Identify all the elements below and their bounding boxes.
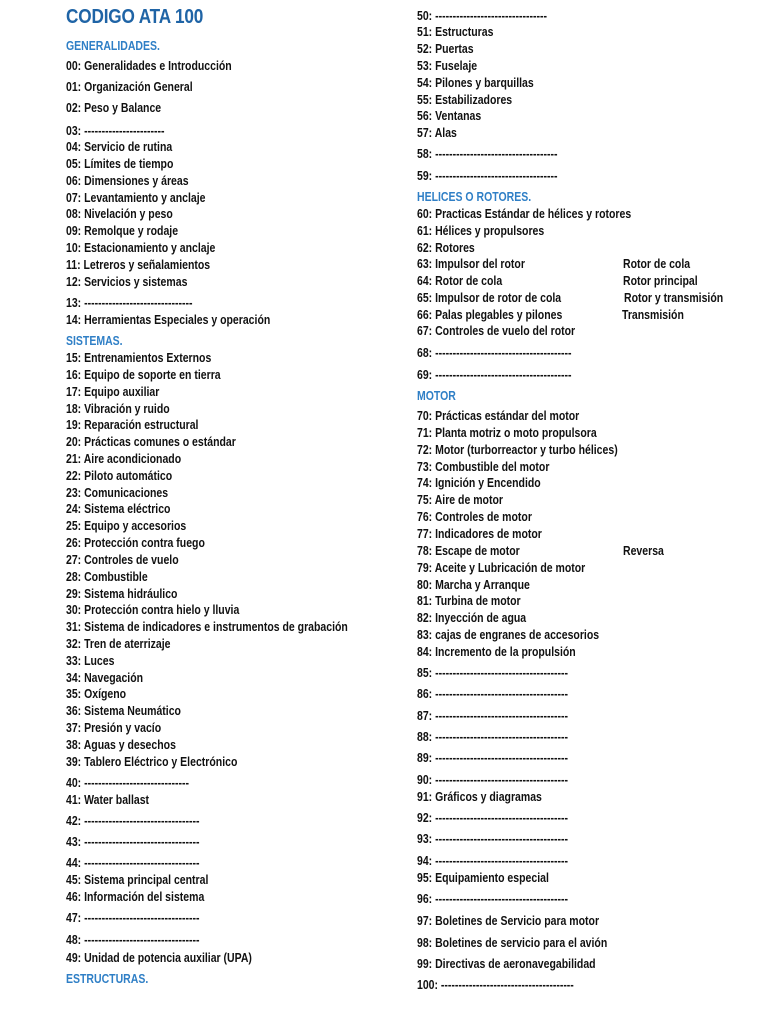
ata-chapter-item: 52: Puertas bbox=[417, 42, 474, 56]
ata-chapter-item: 90: -------------------------------------- bbox=[417, 773, 568, 787]
ata-chapter-item: 77: Indicadores de motor bbox=[417, 527, 542, 541]
ata-chapter-item: 47: --------------------------------- bbox=[66, 911, 200, 925]
ata-chapter-item: 89: -------------------------------------- bbox=[417, 751, 568, 765]
ata-chapter-item: 11: Letreros y señalamientos bbox=[66, 258, 211, 272]
ata-chapter-item: 18: Vibración y ruido bbox=[66, 402, 170, 416]
ata-chapter-item: 71: Planta motriz o moto propulsora bbox=[417, 426, 597, 440]
ata-chapter-item: 35: Oxígeno bbox=[66, 687, 127, 701]
ata-chapter-item: 49: Unidad de potencia auxiliar (UPA) bbox=[66, 951, 252, 965]
ata-chapter-item: 70: Prácticas estándar del motor bbox=[417, 409, 580, 423]
ata-chapter-item: 27: Controles de vuelo bbox=[66, 553, 179, 567]
ata-chapter-item: 99: Directivas de aeronavegabilidad bbox=[417, 957, 596, 971]
ata-chapter-item: 87: -------------------------------------- bbox=[417, 709, 568, 723]
rotor-note: Transmisión bbox=[622, 308, 684, 322]
ata-chapter-item: 62: Rotores bbox=[417, 241, 475, 255]
ata-chapter-item: 88: -------------------------------------- bbox=[417, 730, 568, 744]
section-heading-estructuras: ESTRUCTURAS. bbox=[66, 972, 149, 986]
ata-chapter-item: 04: Servicio de rutina bbox=[66, 140, 173, 154]
rotor-note: Rotor de cola bbox=[623, 257, 691, 271]
ata-chapter-item: 08: Nivelación y peso bbox=[66, 207, 173, 221]
ata-chapter-item: 68: --------------------------------------- bbox=[417, 346, 572, 360]
ata-chapter-item: 85: -------------------------------------- bbox=[417, 666, 568, 680]
ata-chapter-item: 55: Estabilizadores bbox=[417, 93, 513, 107]
ata-chapter-item: 09: Remolque y rodaje bbox=[66, 224, 179, 238]
ata-chapter-item: 57: Alas bbox=[417, 126, 457, 140]
ata-chapter-item: 91: Gráficos y diagramas bbox=[417, 790, 542, 804]
page-title: CODIGO ATA 100 bbox=[66, 6, 204, 28]
section-heading-helices: HELICES O ROTORES. bbox=[417, 190, 532, 204]
motor-note: Reversa bbox=[623, 544, 664, 558]
ata-chapter-item: 14: Herramientas Especiales y operación bbox=[66, 313, 271, 327]
ata-chapter-item: 64: Rotor de cola bbox=[417, 274, 503, 288]
ata-chapter-item: 63: Impulsor del rotor bbox=[417, 257, 525, 271]
ata-chapter-item: 12: Servicios y sistemas bbox=[66, 275, 188, 289]
ata-chapter-item: 83: cajas de engranes de accesorios bbox=[417, 628, 600, 642]
ata-chapter-item: 73: Combustible del motor bbox=[417, 460, 550, 474]
ata-chapter-item: 54: Pilones y barquillas bbox=[417, 76, 534, 90]
ata-chapter-item: 15: Entrenamientos Externos bbox=[66, 351, 212, 365]
ata-chapter-item: 78: Escape de motor bbox=[417, 544, 520, 558]
ata-chapter-item: 81: Turbina de motor bbox=[417, 594, 521, 608]
ata-chapter-item: 42: --------------------------------- bbox=[66, 814, 200, 828]
ata-chapter-item: 07: Levantamiento y anclaje bbox=[66, 191, 206, 205]
ata-chapter-item: 33: Luces bbox=[66, 654, 115, 668]
ata-chapter-item: 86: -------------------------------------- bbox=[417, 687, 568, 701]
ata-chapter-item: 29: Sistema hidráulico bbox=[66, 587, 178, 601]
ata-chapter-item: 39: Tablero Eléctrico y Electrónico bbox=[66, 755, 238, 769]
rotor-note: Rotor principal bbox=[623, 274, 698, 288]
ata-chapter-item: 74: Ignición y Encendido bbox=[417, 476, 541, 490]
ata-chapter-item: 40: ------------------------------ bbox=[66, 776, 189, 790]
ata-chapter-item: 45: Sistema principal central bbox=[66, 873, 209, 887]
section-heading-generalidades: GENERALIDADES. bbox=[66, 39, 160, 53]
ata-chapter-item: 50: -------------------------------- bbox=[417, 9, 547, 23]
ata-chapter-item: 75: Aire de motor bbox=[417, 493, 503, 507]
ata-chapter-item: 92: -------------------------------------- bbox=[417, 811, 568, 825]
section-heading-motor: MOTOR bbox=[417, 389, 456, 403]
ata-chapter-item: 84: Incremento de la propulsión bbox=[417, 645, 576, 659]
ata-chapter-item: 31: Sistema de indicadores e instrumentos de grabación bbox=[66, 620, 348, 634]
ata-chapter-item: 36: Sistema Neumático bbox=[66, 704, 181, 718]
ata-chapter-item: 61: Hélices y propulsores bbox=[417, 224, 545, 238]
ata-chapter-item: 58: ----------------------------------- bbox=[417, 147, 558, 161]
ata-chapter-item: 20: Prácticas comunes o estándar bbox=[66, 435, 236, 449]
ata-chapter-item: 32: Tren de aterrizaje bbox=[66, 637, 171, 651]
ata-chapter-item: 23: Comunicaciones bbox=[66, 486, 169, 500]
ata-chapter-item: 25: Equipo y accesorios bbox=[66, 519, 187, 533]
ata-chapter-item: 19: Reparación estructural bbox=[66, 418, 199, 432]
ata-chapter-item: 67: Controles de vuelo del rotor bbox=[417, 324, 576, 338]
ata-chapter-item: 38: Aguas y desechos bbox=[66, 738, 176, 752]
ata-chapter-item: 95: Equipamiento especial bbox=[417, 871, 549, 885]
ata-chapter-item: 72: Motor (turborreactor y turbo hélices) bbox=[417, 443, 618, 457]
ata-chapter-item: 13: ------------------------------- bbox=[66, 296, 193, 310]
ata-chapter-item: 03: ----------------------- bbox=[66, 124, 165, 138]
ata-chapter-item: 76: Controles de motor bbox=[417, 510, 532, 524]
ata-chapter-item: 21: Aire acondicionado bbox=[66, 452, 182, 466]
ata-chapter-item: 06: Dimensiones y áreas bbox=[66, 174, 189, 188]
ata-chapter-item: 94: -------------------------------------- bbox=[417, 854, 568, 868]
ata-chapter-item: 26: Protección contra fuego bbox=[66, 536, 205, 550]
ata-chapter-item: 41: Water ballast bbox=[66, 793, 150, 807]
ata-chapter-item: 97: Boletines de Servicio para motor bbox=[417, 914, 600, 928]
ata-chapter-item: 98: Boletines de servicio para el avión bbox=[417, 936, 608, 950]
ata-chapter-item: 16: Equipo de soporte en tierra bbox=[66, 368, 221, 382]
ata-chapter-item: 80: Marcha y Arranque bbox=[417, 578, 530, 592]
ata-chapter-item: 00: Generalidades e Introducción bbox=[66, 59, 232, 73]
ata-chapter-item: 79: Aceite y Lubricación de motor bbox=[417, 561, 586, 575]
ata-chapter-item: 65: Impulsor de rotor de cola bbox=[417, 291, 562, 305]
ata-chapter-item: 43: --------------------------------- bbox=[66, 835, 200, 849]
ata-chapter-item: 93: -------------------------------------- bbox=[417, 832, 568, 846]
ata-chapter-item: 51: Estructuras bbox=[417, 25, 494, 39]
ata-chapter-item: 46: Información del sistema bbox=[66, 890, 205, 904]
ata-chapter-item: 22: Piloto automático bbox=[66, 469, 173, 483]
ata-chapter-item: 96: -------------------------------------- bbox=[417, 892, 568, 906]
section-heading-sistemas: SISTEMAS. bbox=[66, 334, 123, 348]
ata-chapter-item: 48: --------------------------------- bbox=[66, 933, 200, 947]
ata-chapter-item: 05: Límites de tiempo bbox=[66, 157, 174, 171]
rotor-note: Rotor y transmisión bbox=[624, 291, 724, 305]
ata-chapter-item: 30: Protección contra hielo y lluvia bbox=[66, 603, 240, 617]
ata-chapter-item: 10: Estacionamiento y anclaje bbox=[66, 241, 216, 255]
ata-chapter-item: 69: --------------------------------------- bbox=[417, 368, 572, 382]
ata-chapter-item: 66: Palas plegables y pilones bbox=[417, 308, 563, 322]
ata-chapter-item: 53: Fuselaje bbox=[417, 59, 478, 73]
ata-chapter-item: 44: --------------------------------- bbox=[66, 856, 200, 870]
ata-chapter-item: 34: Navegación bbox=[66, 671, 144, 685]
ata-chapter-item: 24: Sistema eléctrico bbox=[66, 502, 171, 516]
ata-chapter-item: 01: Organización General bbox=[66, 80, 193, 94]
ata-chapter-item: 02: Peso y Balance bbox=[66, 101, 162, 115]
ata-chapter-item: 59: ----------------------------------- bbox=[417, 169, 558, 183]
ata-chapter-item: 56: Ventanas bbox=[417, 109, 482, 123]
ata-chapter-item: 17: Equipo auxiliar bbox=[66, 385, 160, 399]
ata-chapter-item: 82: Inyección de agua bbox=[417, 611, 527, 625]
ata-chapter-item: 60: Practicas Estándar de hélices y rotores bbox=[417, 207, 632, 221]
ata-chapter-item: 28: Combustible bbox=[66, 570, 148, 584]
ata-chapter-item: 100: -------------------------------------- bbox=[417, 978, 574, 992]
ata-chapter-item: 37: Presión y vacío bbox=[66, 721, 162, 735]
